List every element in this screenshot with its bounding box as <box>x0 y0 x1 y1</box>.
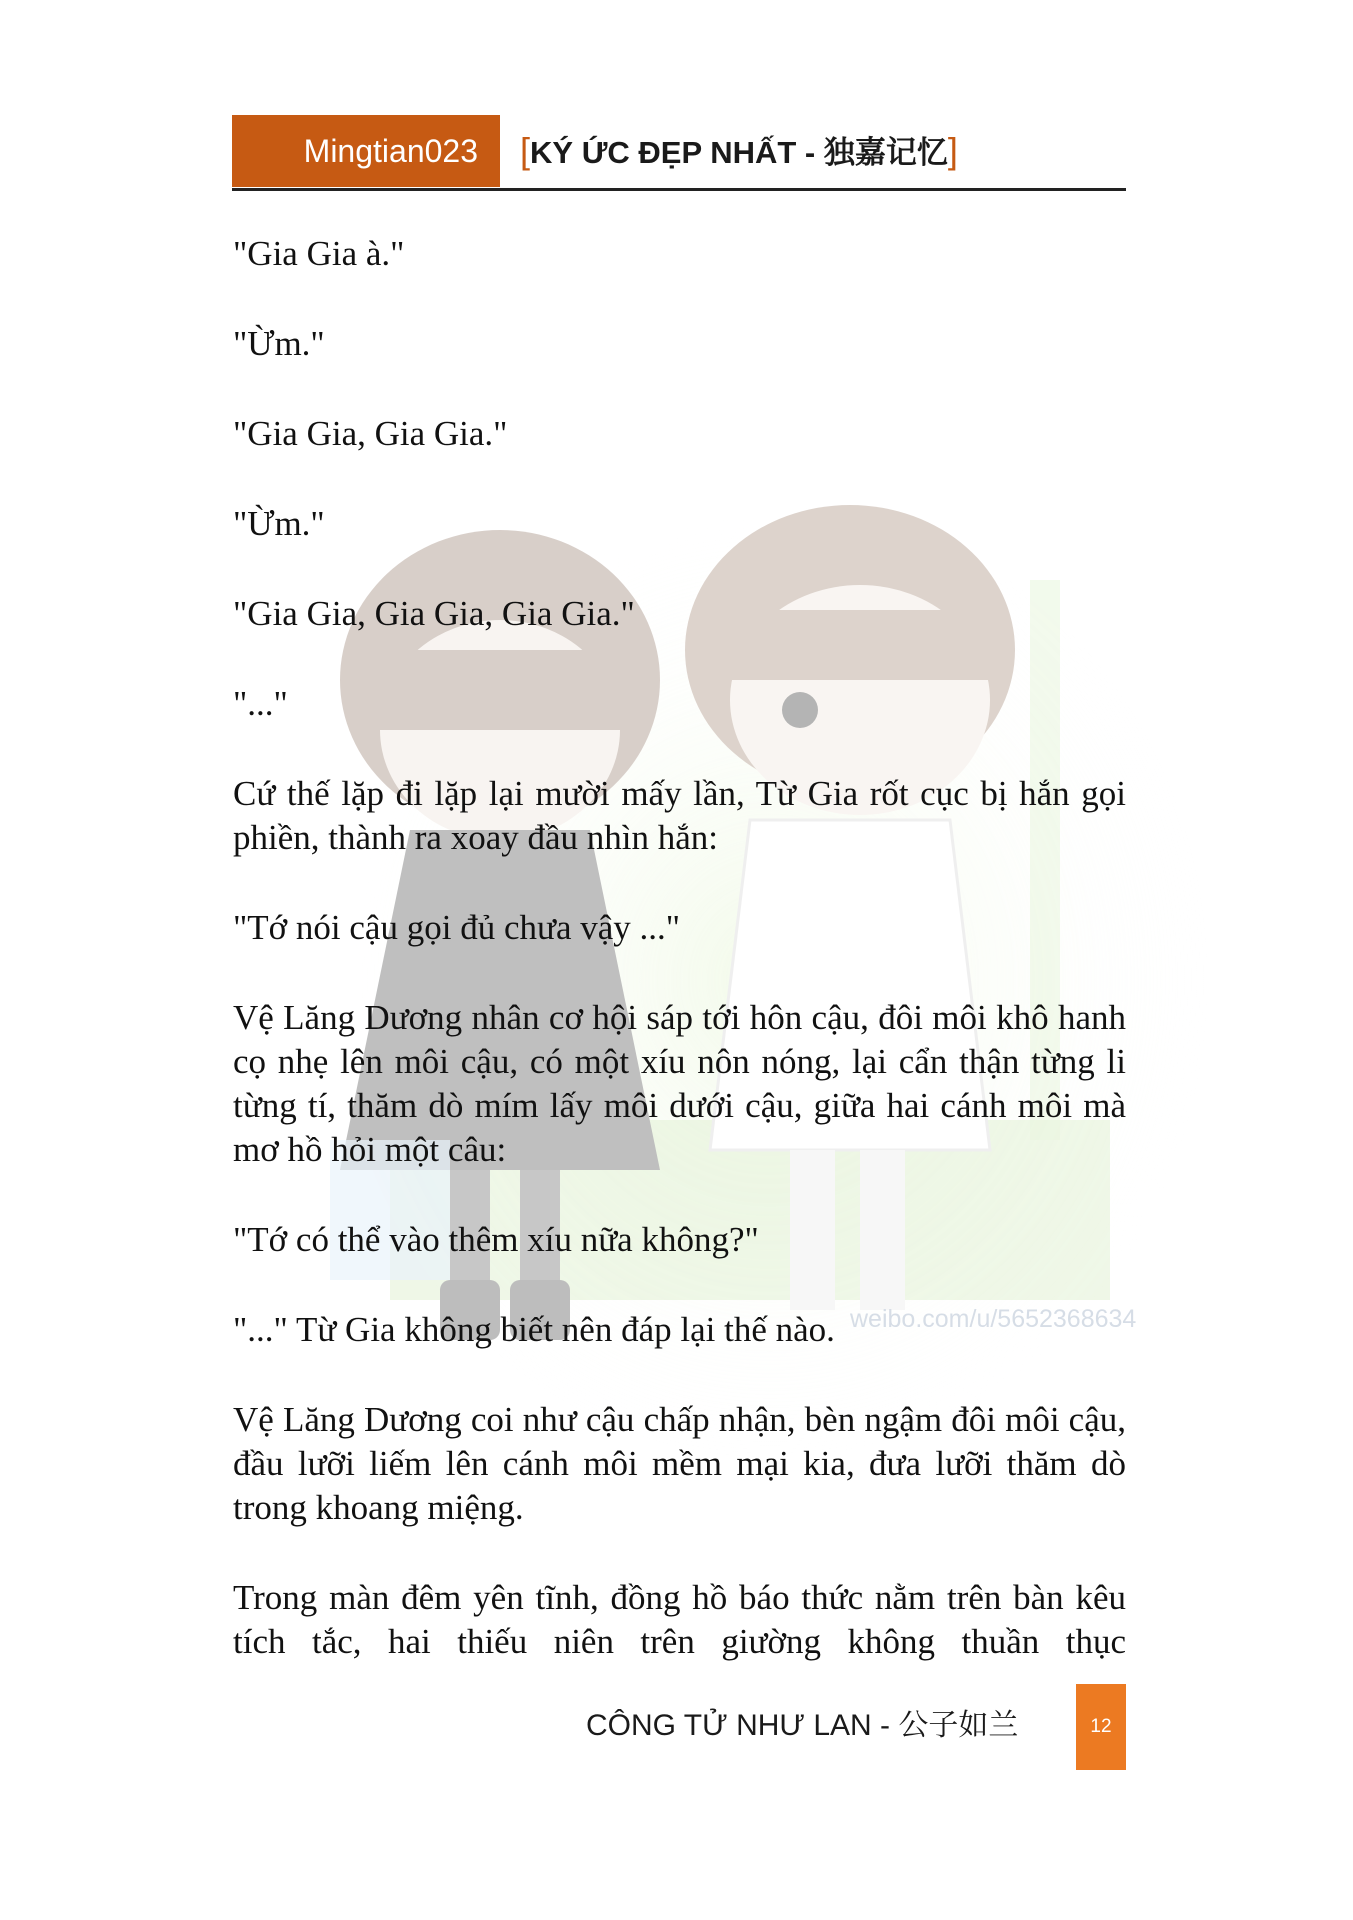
paragraph: "Gia Gia, Gia Gia." <box>233 414 508 453</box>
book-title-text: KÝ ỨC ĐẸP NHẤT - 独嘉记忆 <box>530 135 948 170</box>
page-number: 12 <box>1076 1684 1126 1770</box>
book-title: [KÝ ỨC ĐẸP NHẤT - 独嘉记忆] <box>520 130 958 171</box>
page-header <box>232 115 1126 191</box>
paragraph: Vệ Lăng Dương coi như cậu chấp nhận, bèn ngậm đôi môi cậu, đầu lưỡi liếm lên cánh môi mềm mại kia, đưa lưỡi thăm dò trong khoang miệng. <box>233 1400 1126 1527</box>
author-box <box>232 115 500 187</box>
header-divider <box>232 188 1126 191</box>
paragraph: "Tớ có thể vào thêm xíu nữa không?" <box>233 1220 759 1259</box>
paragraph: "..." <box>233 684 288 723</box>
paragraph: "..." Từ Gia không biết nên đáp lại thế nào. <box>233 1310 835 1349</box>
paragraph: "Gia Gia, Gia Gia, Gia Gia." <box>233 594 635 633</box>
paragraph: "Ừm." <box>233 504 325 543</box>
watermark: weibo.com/u/5652368634 <box>850 1305 1137 1333</box>
author-name: Mingtian023 <box>303 132 478 169</box>
chapter-text <box>233 232 1126 1664</box>
paragraph: "Tớ nói cậu gọi đủ chưa vậy ..." <box>233 908 681 947</box>
paragraph: "Gia Gia à." <box>233 234 405 273</box>
paragraph: Cứ thế lặp đi lặp lại mười mấy lần, Từ Gia rốt cục bị hắn gọi phiền, thành ra xoay đầu nhìn hắn: <box>233 774 1126 857</box>
paragraph: "Ừm." <box>233 324 325 363</box>
footer-translator: CÔNG TỬ NHƯ LAN - 公子如兰 <box>586 1709 1019 1742</box>
paragraph: Vệ Lăng Dương nhân cơ hội sáp tới hôn cậu, đôi môi khô hanh cọ nhẹ lên môi cậu, có một xíu nôn nóng, lại cẩn thận từng li từng tí, thăm dò mím lấy môi dưới cậu, giữa hai cánh môi mà mơ hồ hỏi một câu: <box>233 998 1126 1169</box>
paragraph: Trong màn đêm yên tĩnh, đồng hồ báo thức nằm trên bàn kêu tích tắc, hai thiếu niên trên giường không thuần thục <box>233 1578 1126 1661</box>
